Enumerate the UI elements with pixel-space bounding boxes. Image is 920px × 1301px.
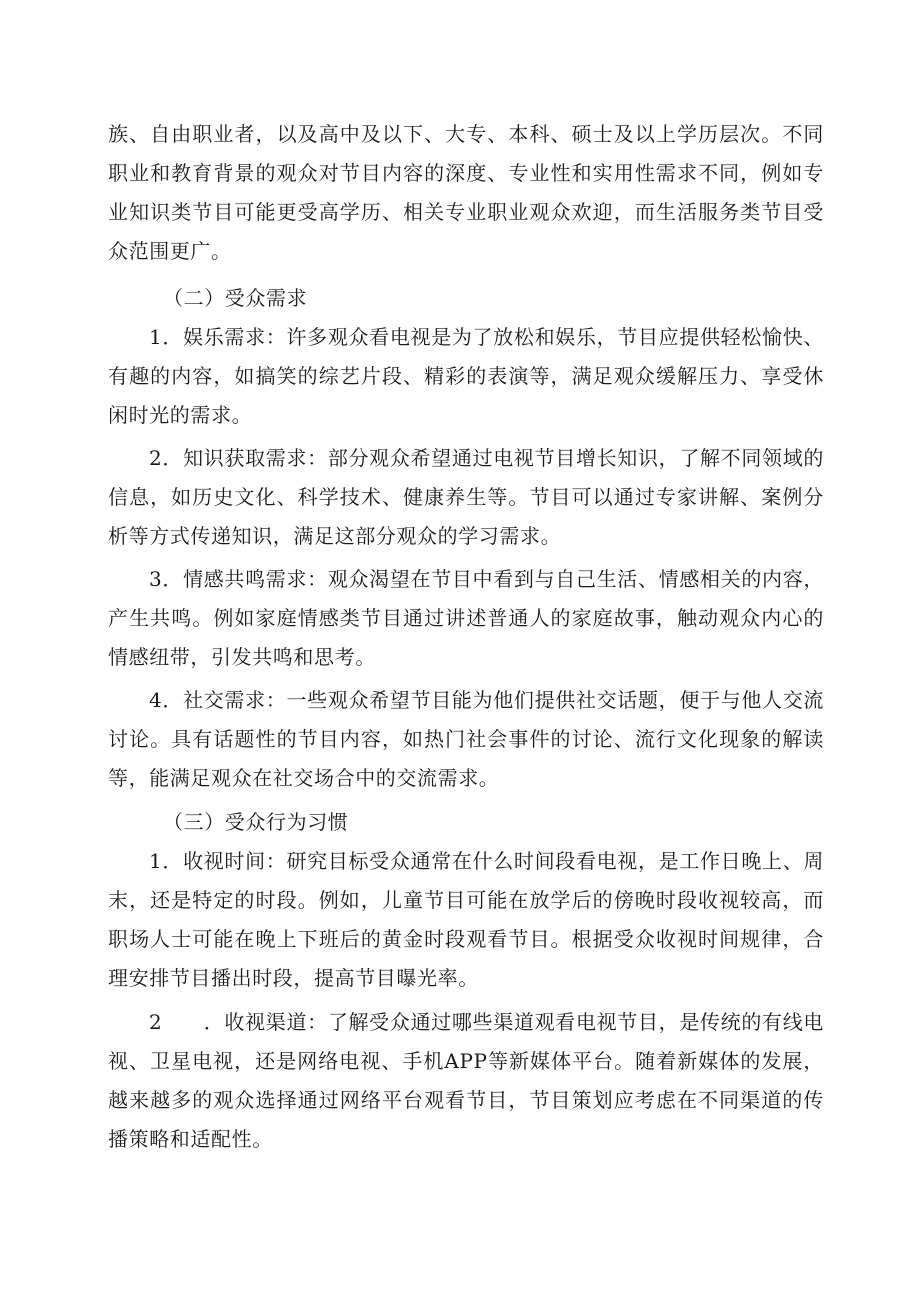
paragraph-emotional-resonance-needs: 3．情感共鸣需求：观众渴望在节目中看到与自己生活、情感相关的内容，产生共鸣。例如家庭情感类节目通过讲述普通人的家庭故事，触动观众内心的情感纽带，引发共鸣和思考。 — [108, 567, 824, 669]
paragraph-viewing-channels: 2 ．收视渠道：了解受众通过哪些渠道观看电视节目，是传统的有线电视、卫星电视，还是网络电视、手机APP等新媒体平台。随着新媒体的发展，越来越多的观众选择通过网络平台观看节目，节目策划应考虑在不同渠道的传播策略和适配性。 — [108, 1010, 824, 1151]
intro-paragraph: 族、自由职业者，以及高中及以下、大专、本科、硕士及以上学历层次。不同职业和教育背景的观众对节目内容的深度、专业性和实用性需求不同，例如专业知识类节目可能更受高学历、相关专业职业观众欢迎，而生活服务类节目受众范围更广。 — [108, 122, 824, 263]
section-heading-audience-behavior: （三）受众行为习惯 — [163, 810, 349, 834]
section-heading-audience-needs: （二）受众需求 — [163, 286, 308, 310]
paragraph-viewing-time: 1．收视时间：研究目标受众通常在什么时间段看电视，是工作日晚上、周末，还是特定的时段。例如，儿童节目可能在放学后的傍晚时段收视较高，而职场人士可能在晚上下班后的黄金时段观看节目。根据受众收视时间规律，合理安排节目播出时段，提高节目曝光率。 — [108, 849, 824, 990]
paragraph-knowledge-needs: 2．知识获取需求：部分观众希望通过电视节目增长知识，了解不同领域的信息，如历史文化、科学技术、健康养生等。节目可以通过专家讲解、案例分析等方式传递知识，满足这部分观众的学习需求。 — [108, 446, 824, 548]
paragraph-social-needs: 4．社交需求：一些观众希望节目能为他们提供社交话题，便于与他人交流讨论。具有话题性的节目内容，如热门社会事件的讨论、流行文化现象的解读等，能满足观众在社交场合中的交流需求。 — [108, 688, 824, 790]
paragraph-entertainment-needs: 1．娱乐需求：许多观众看电视是为了放松和娱乐，节目应提供轻松愉快、有趣的内容，如搞笑的综艺片段、精彩的表演等，满足观众缓解压力、享受休闲时光的需求。 — [108, 325, 824, 427]
